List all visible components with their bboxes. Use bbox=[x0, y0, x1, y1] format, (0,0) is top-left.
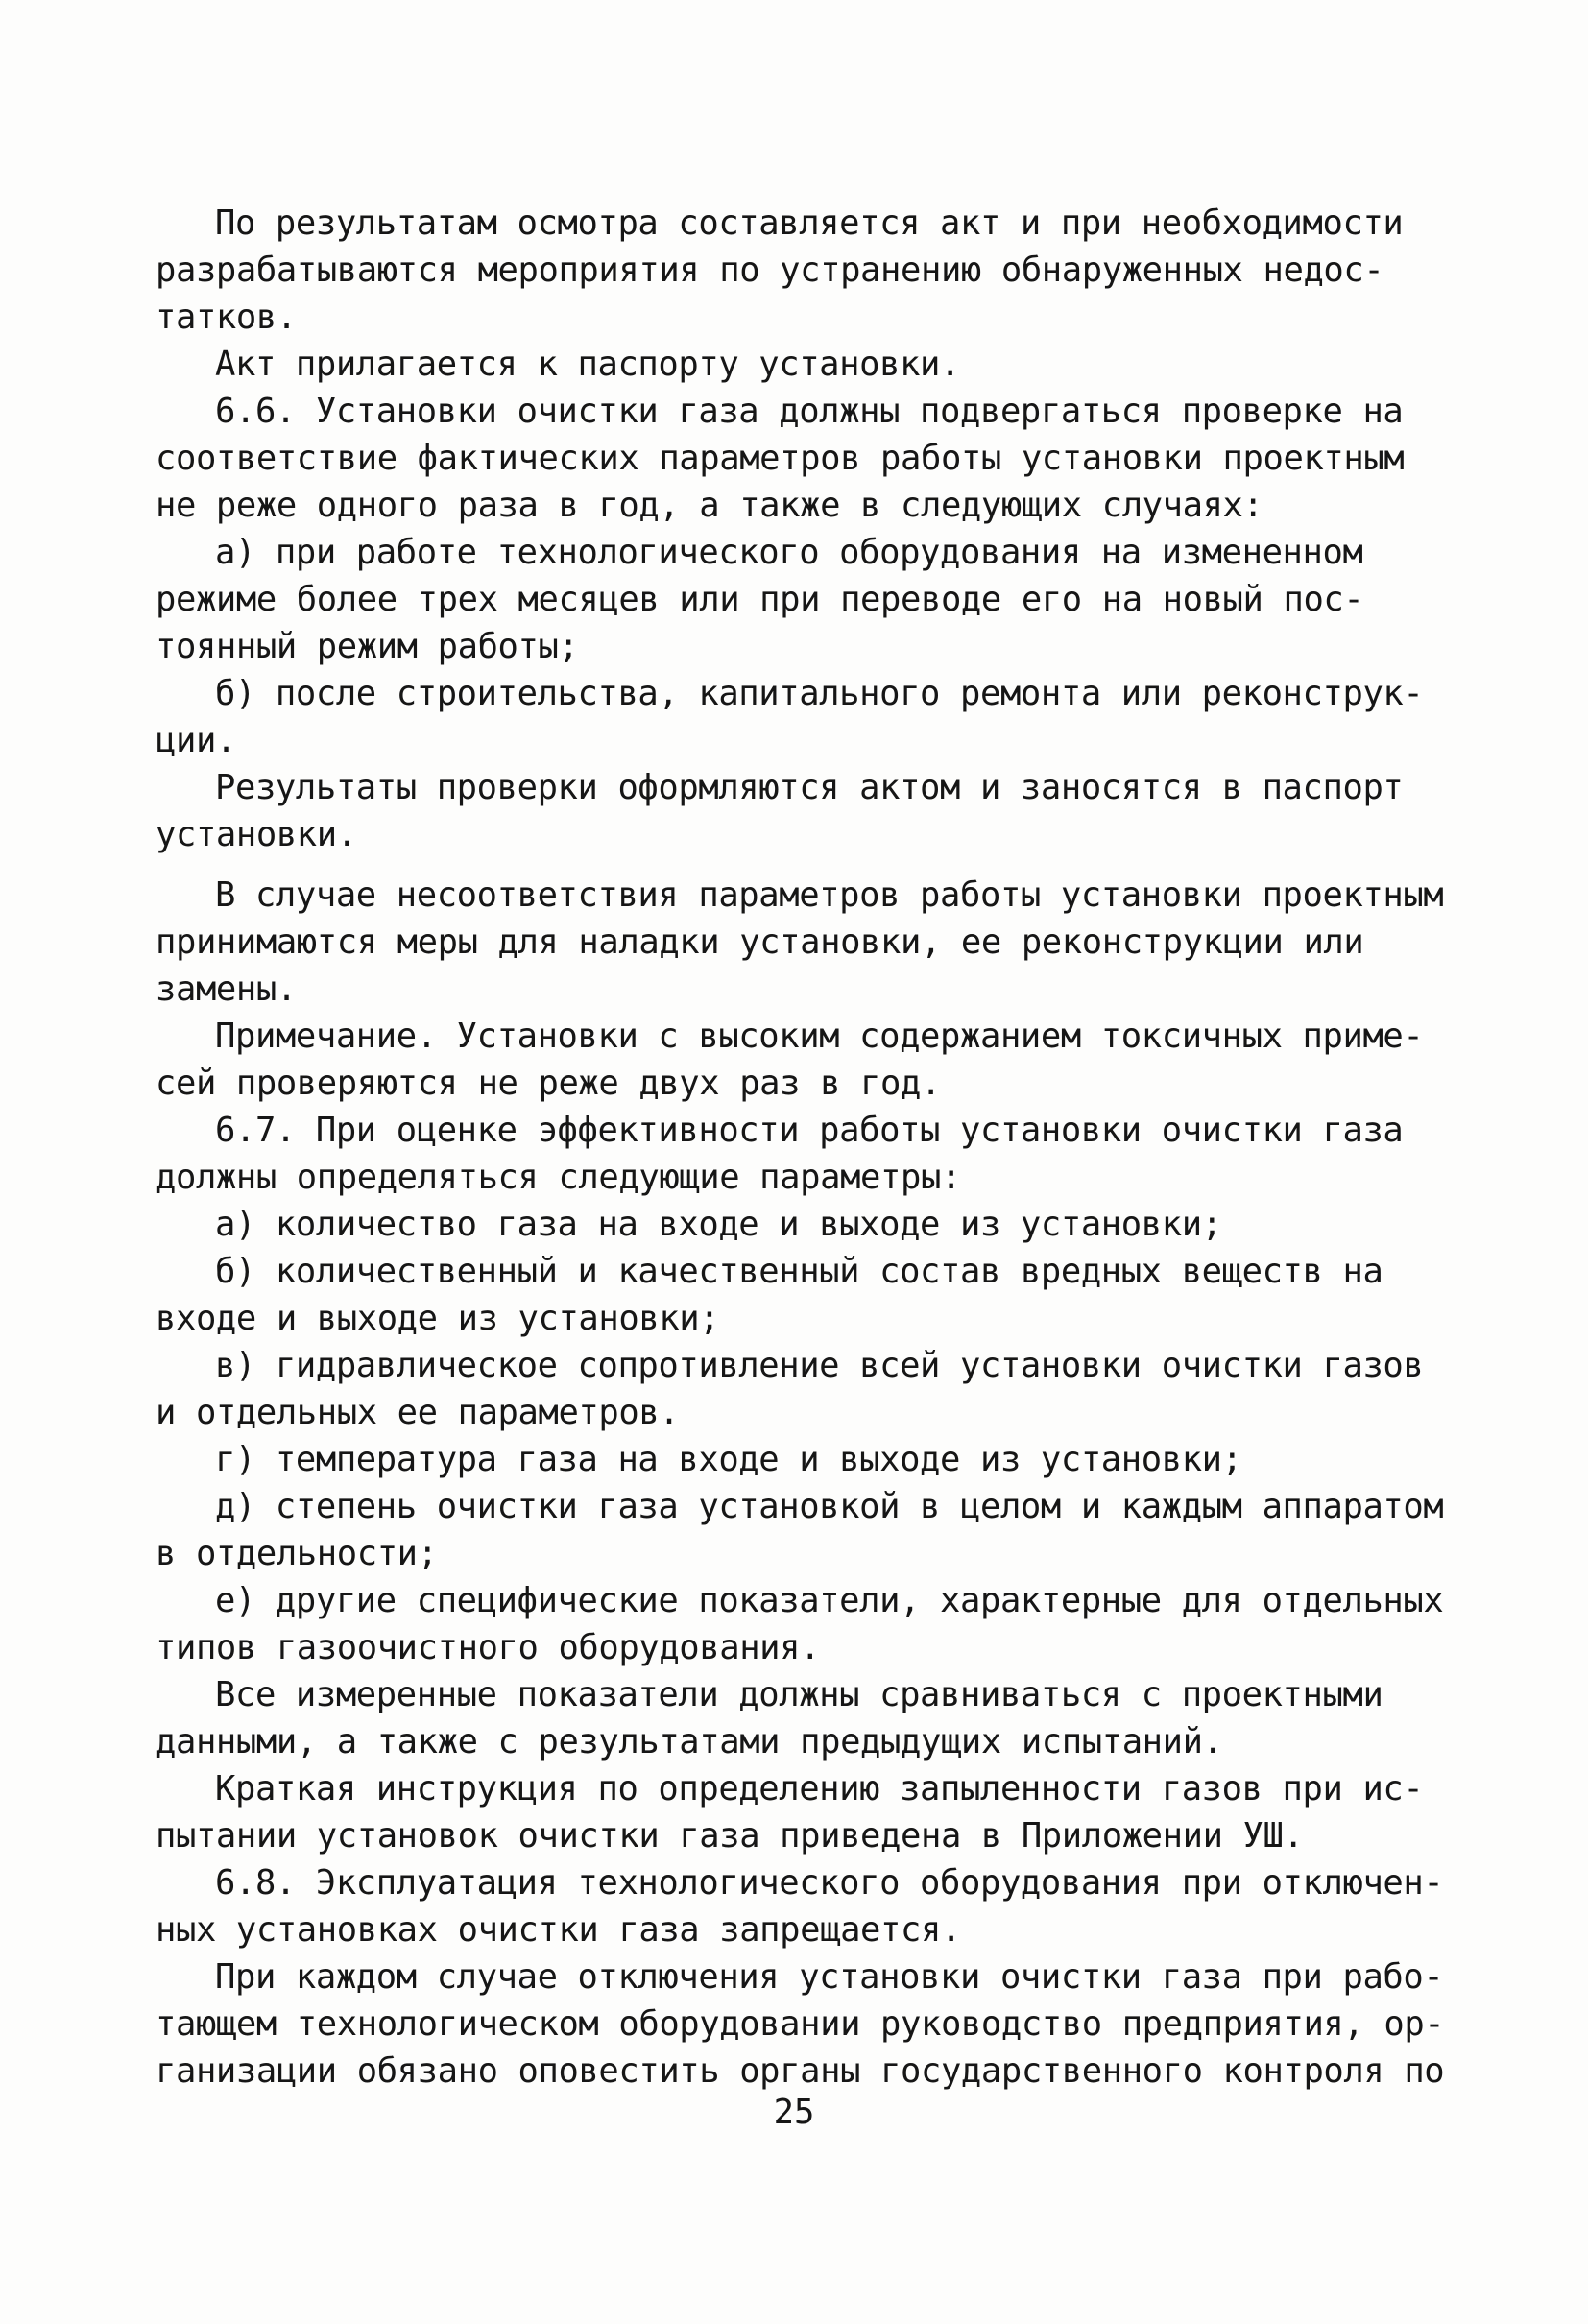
text-line: разрабатываются мероприятия по устранению обнаруженных недос- bbox=[156, 251, 1384, 290]
text-line: Примечание. Установки с высоким содержанием токсичных приме- bbox=[215, 1017, 1424, 1056]
text-line: тоянный режим работы; bbox=[156, 627, 579, 666]
text-line: ных установках очистки газа запрещается. bbox=[156, 1910, 961, 1950]
text-line: а) при работе технологического оборудования на измененном bbox=[215, 533, 1363, 572]
text-line: тающем технологическом оборудовании руководство предприятия, ор- bbox=[156, 2004, 1445, 2044]
page-number: 25 bbox=[773, 2093, 815, 2132]
text-line: замены. bbox=[156, 970, 297, 1009]
text-line: ции. bbox=[156, 721, 236, 760]
text-line: в) гидравлическое сопротивление всей установки очистки газов bbox=[215, 1346, 1424, 1385]
paragraph-gap bbox=[156, 858, 1413, 872]
text-line: При каждом случае отключения установки очистки газа при рабо- bbox=[215, 1957, 1444, 1997]
text-line: входе и выходе из установки; bbox=[156, 1299, 720, 1338]
text-line: сей проверяются не реже двух раз в год. bbox=[156, 1064, 941, 1103]
text-line: а) количество газа на входе и выходе из установки; bbox=[215, 1205, 1222, 1244]
text-line: типов газоочистного оборудования. bbox=[156, 1628, 821, 1667]
text-line: соответствие фактических параметров работы установки проектным bbox=[156, 439, 1405, 478]
text-line: Результаты проверки оформляются актом и заносятся в паспорт bbox=[215, 768, 1404, 807]
text-line: 6.6. Установки очистки газа должны подвергаться проверке на bbox=[215, 392, 1404, 431]
text-line: г) температура газа на входе и выходе из установки; bbox=[215, 1440, 1242, 1479]
text-line: Краткая инструкция по определению запыленности газов при ис- bbox=[215, 1769, 1424, 1809]
body-text bbox=[156, 200, 1445, 2095]
text-line: и отдельных ее параметров. bbox=[156, 1393, 680, 1432]
text-line: принимаются меры для наладки установки, ее реконструкции или bbox=[156, 922, 1364, 962]
text-line: данными, а также с результатами предыдущих испытаний. bbox=[156, 1722, 1223, 1761]
text-line: б) количественный и качественный состав вредных веществ на bbox=[215, 1252, 1383, 1291]
text-line: Акт прилагается к паспорту установки. bbox=[215, 345, 960, 384]
text-line: в отдельности; bbox=[156, 1534, 438, 1573]
text-line: режиме более трех месяцев или при переводе его на новый пос- bbox=[156, 580, 1364, 619]
text-line: пытании установок очистки газа приведена в Приложении УШ. bbox=[156, 1816, 1304, 1856]
text-line: 6.7. При оценке эффективности работы установки очистки газа bbox=[215, 1111, 1404, 1150]
text-line: По результатам осмотра составляется акт и при необходимости bbox=[215, 204, 1404, 243]
text-line: татков. bbox=[156, 298, 297, 337]
text-line: Все измеренные показатели должны сравниваться с проектными bbox=[215, 1675, 1383, 1714]
text-line: должны определяться следующие параметры: bbox=[156, 1158, 961, 1197]
text-line: е) другие специфические показатели, характерные для отдельных bbox=[215, 1581, 1444, 1620]
text-line: ганизации обязано оповестить органы государственного контроля по bbox=[156, 2051, 1445, 2091]
text-line: установки. bbox=[156, 815, 357, 854]
text-line: не реже одного раза в год, а также в следующих случаях: bbox=[156, 486, 1263, 525]
text-line: д) степень очистки газа установкой в целом и каждым аппаратом bbox=[215, 1487, 1444, 1526]
text-line: В случае несоответствия параметров работы установки проектным bbox=[215, 875, 1444, 915]
text-line: б) после строительства, капитального ремонта или реконструк- bbox=[215, 674, 1424, 713]
text-line: 6.8. Эксплуатация технологического оборудования при отключен- bbox=[215, 1863, 1444, 1903]
